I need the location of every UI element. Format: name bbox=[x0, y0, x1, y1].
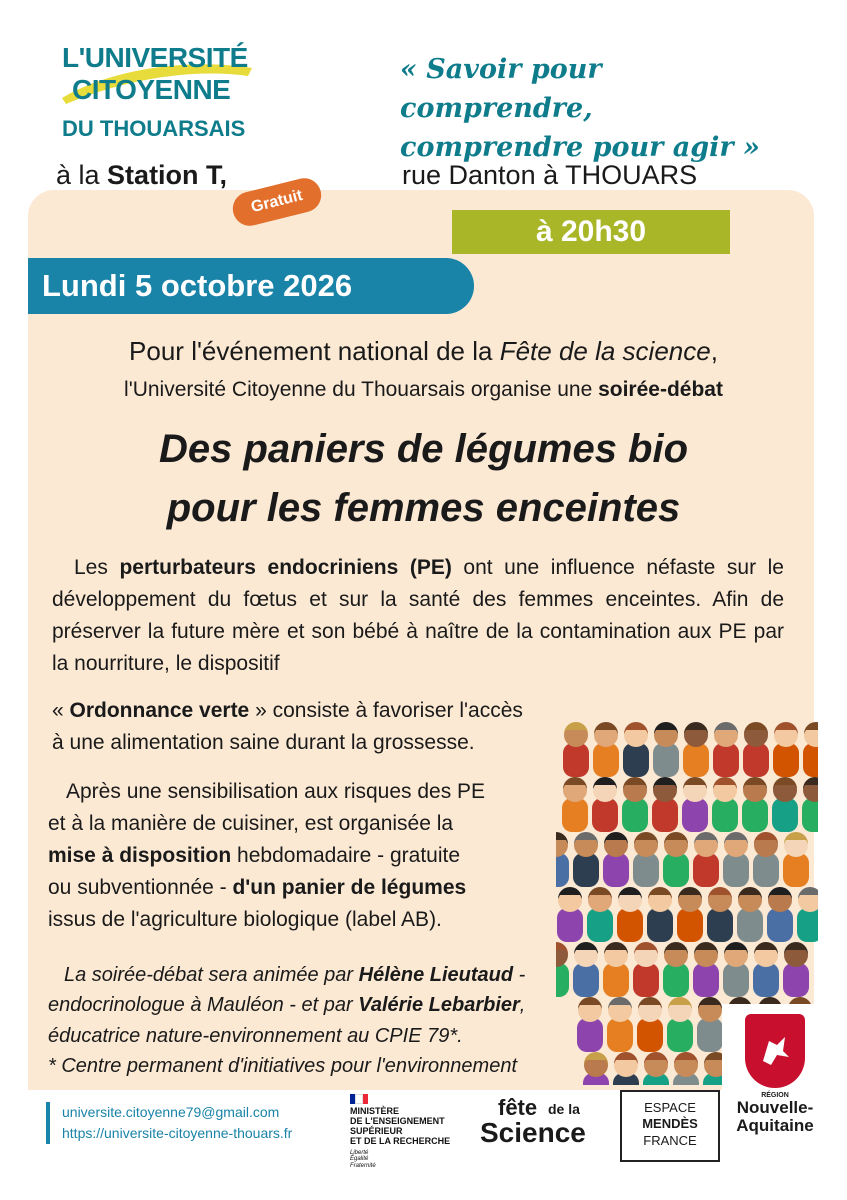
lion-shield-icon bbox=[745, 1014, 805, 1088]
fete-word: fête bbox=[498, 1095, 538, 1120]
logo-line1: L'UNIVERSITÉ bbox=[62, 42, 248, 73]
speakers-line1-text: La soirée-débat sera animée par bbox=[64, 964, 359, 986]
p2-line5: issus de l'agriculture biologique (label AB). bbox=[48, 907, 442, 931]
region-label: RÉGION bbox=[761, 1092, 789, 1099]
region-logo bbox=[722, 1004, 828, 1154]
motto-fraternite: Fraternité bbox=[350, 1162, 376, 1169]
p2-line4-start: ou subventionnée - bbox=[48, 875, 233, 899]
paragraph-2 bbox=[48, 776, 588, 936]
p2-line1: Après une sensibilisation aux risques des PE bbox=[66, 780, 486, 803]
title-line2: pour les femmes enceintes bbox=[166, 486, 681, 531]
p2-line2: et à la manière de cuisiner, est organisée la bbox=[48, 811, 454, 835]
p1-last-line: à une alimentation saine durant la grossesse. bbox=[52, 730, 475, 754]
venue-prefix: à la bbox=[56, 160, 108, 190]
date-banner: Lundi 5 octobre 2026 bbox=[28, 258, 474, 314]
intro-event-name: Fête de la science bbox=[499, 336, 711, 366]
p1-part-f: » consiste à favoriser l'accès bbox=[249, 699, 523, 722]
espace-mendes-france-logo bbox=[620, 1090, 720, 1162]
ministere-line3: SUPÉRIEUR bbox=[350, 1125, 403, 1136]
motto-quote bbox=[400, 50, 800, 167]
speakers-line1-dash: - bbox=[513, 964, 526, 986]
motto-line1: « Savoir pour comprendre, bbox=[400, 54, 602, 125]
p2-highlight-panier: d'un panier de légumes bbox=[232, 875, 467, 899]
logo-line3: DU THOUARSAIS bbox=[62, 116, 246, 141]
motto-egalite: Égalité bbox=[350, 1156, 369, 1163]
region-name-2: Aquitaine bbox=[736, 1115, 814, 1135]
p2-line3-rest: hebdomadaire - gratuite bbox=[231, 843, 461, 867]
fete-science-logo bbox=[480, 1095, 602, 1147]
ministere-motto bbox=[350, 1150, 470, 1170]
paragraph-1-text bbox=[52, 552, 784, 680]
fete-delà: de la bbox=[548, 1101, 580, 1117]
intro-line2 bbox=[0, 378, 847, 402]
espace-line1: ESPACE bbox=[644, 1100, 696, 1115]
paragraph-1 bbox=[52, 552, 784, 680]
intro-event-type: soirée-débat bbox=[598, 378, 723, 401]
intro-line1-comma: , bbox=[710, 336, 718, 366]
p1-part-a: Les bbox=[74, 556, 120, 579]
event-title bbox=[0, 420, 847, 538]
espace-line3: FRANCE bbox=[643, 1132, 697, 1148]
p1-part-c: ont une influence néfaste sur le développement du fœtus et sur la santé des femmes enceintes. Afin de préserver la future mère et son bébé à naître de la contamination aux PE par la nourriture, le dispositif bbox=[52, 556, 784, 675]
speaker-1-name: Hélène Lieutaud bbox=[358, 964, 514, 986]
motto-line2: comprendre pour agir » bbox=[400, 132, 760, 164]
p1-highlight-pe: perturbateurs endocriniens (PE) bbox=[119, 556, 452, 579]
region-name-1: Nouvelle- bbox=[736, 1098, 814, 1117]
speaker-2-name: Valérie Lebarbier bbox=[358, 994, 520, 1017]
venue-street: rue Danton à THOUARS bbox=[402, 160, 698, 190]
french-flag-icon bbox=[350, 1094, 368, 1104]
speakers-line2-text: endocrinologue à Mauléon - et par bbox=[48, 994, 359, 1017]
contact-email[interactable]: universite.citoyenne79@gmail.com bbox=[62, 1104, 280, 1120]
title-line1: Des paniers de légumes bio bbox=[158, 427, 689, 471]
university-logo bbox=[52, 38, 262, 148]
logo-line2: CITOYENNE bbox=[72, 74, 231, 105]
intro-line2-text: l'Université Citoyenne du Thouarsais organise une bbox=[124, 378, 599, 401]
speakers-line3: éducatrice nature-environnement au CPIE 79*. bbox=[48, 1024, 463, 1047]
p2-line4 bbox=[48, 872, 588, 904]
espace-line2: MENDÈS bbox=[642, 1116, 698, 1132]
footnote: * Centre permanent d'initiatives pour l'environnement bbox=[48, 1055, 518, 1078]
p2-line3 bbox=[48, 840, 588, 872]
ministere-line4: ET DE LA RECHERCHE bbox=[350, 1135, 451, 1146]
ministere-line1: MINISTÈRE bbox=[350, 1106, 400, 1116]
venue-name: Station T, bbox=[107, 160, 228, 190]
intro-line1-text: Pour l'événement national de la bbox=[129, 336, 500, 366]
intro-line1 bbox=[0, 336, 847, 367]
venue bbox=[56, 160, 227, 191]
p2-highlight-mise: mise à disposition bbox=[48, 843, 232, 867]
ministere-line2: DE L'ENSEIGNEMENT bbox=[350, 1115, 445, 1126]
contact-block bbox=[46, 1102, 292, 1144]
fete-science-word: Science bbox=[480, 1117, 586, 1148]
ministere-logo bbox=[350, 1094, 470, 1169]
p1-quote-open: « bbox=[52, 699, 70, 722]
time-banner: à 20h30 bbox=[452, 210, 730, 254]
contact-url[interactable]: https://universite-citoyenne-thouars.fr bbox=[62, 1125, 293, 1141]
p1-highlight-ordonnance: Ordonnance verte bbox=[69, 699, 250, 722]
speakers-line2-comma: , bbox=[519, 994, 526, 1017]
free-badge: Gratuit bbox=[229, 175, 325, 230]
motto-liberte: Liberté bbox=[350, 1149, 369, 1156]
